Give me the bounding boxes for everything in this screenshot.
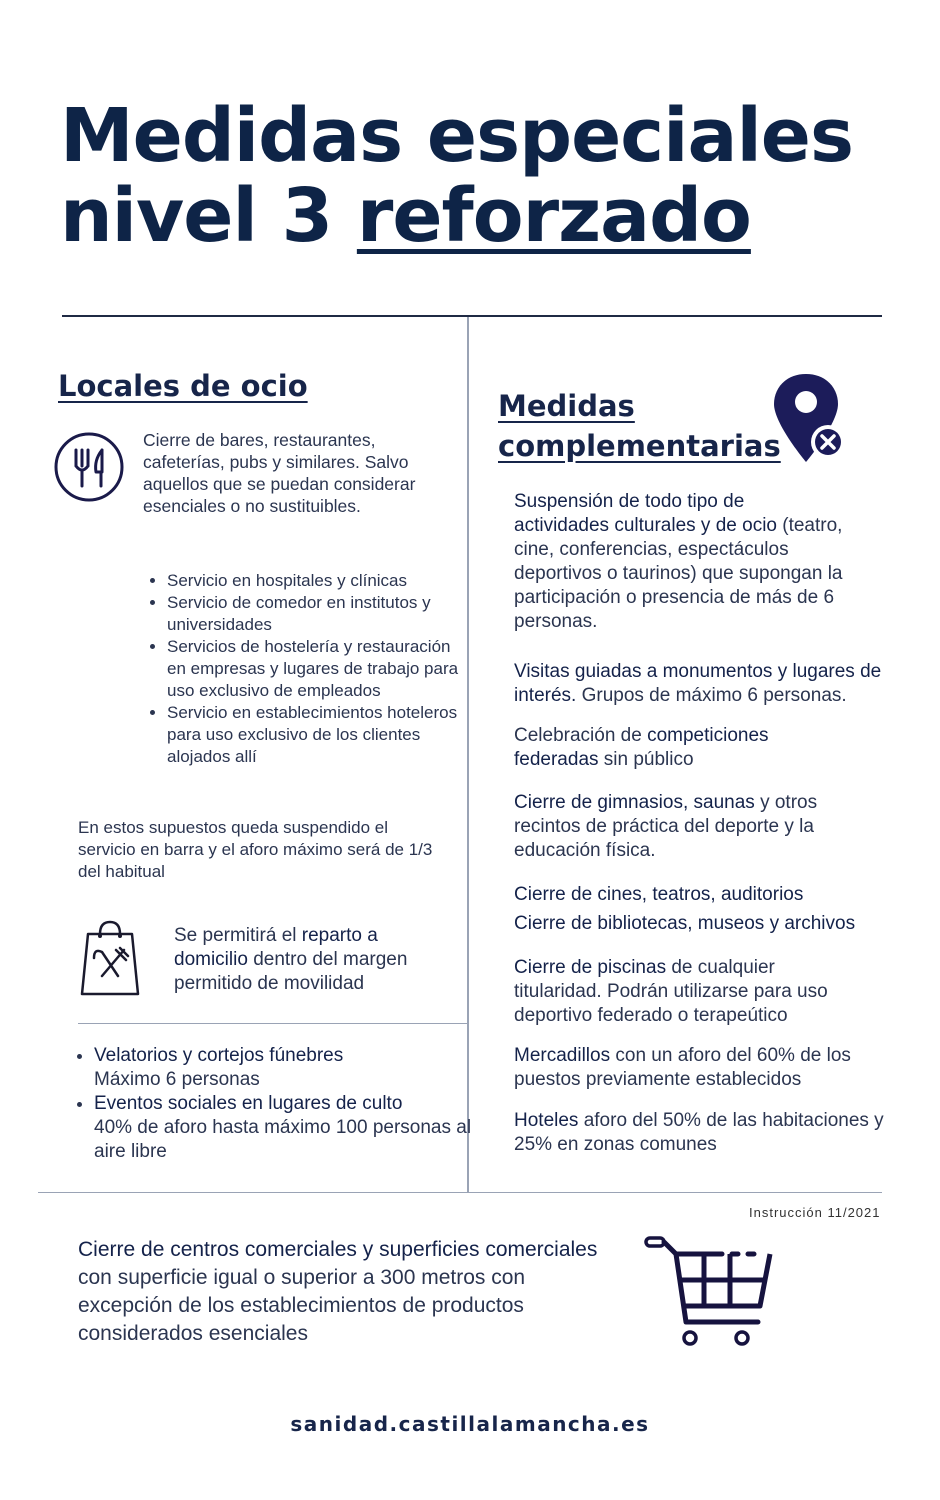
shopping-cart-icon — [642, 1232, 782, 1348]
instruction-ref: Instrucción 11/2021 — [749, 1205, 881, 1220]
measure-culture — [514, 490, 844, 634]
events-list — [72, 1044, 474, 1164]
bottom-divider — [38, 1192, 882, 1193]
exceptions-list — [143, 570, 467, 768]
barra-note: En estos supuestos queda suspendido el servicio en barra y el aforo máximo será de 1/3 del habitual — [78, 818, 433, 881]
footer-url[interactable]: sanidad.castillalamancha.es — [290, 1412, 650, 1436]
delivery-highlight: reparto a domicilio — [174, 925, 378, 970]
list-item — [94, 1092, 474, 1164]
measure-highlight: Cierre de gimnasios, saunas — [514, 792, 755, 813]
list-item: • Servicio en establecimientos hoteleros para uso exclusivo de los clientes alojados allí — [167, 702, 467, 768]
measure-rest: sin público — [598, 749, 694, 770]
measure-rest: con un aforo del 60% de los puestos previamente establecidos — [514, 1045, 851, 1090]
delivery-bag-icon — [78, 920, 142, 998]
measure-highlight: Cierre de piscinas — [514, 957, 667, 978]
heading-line-1: Medidas — [498, 389, 635, 423]
title-line-2 — [60, 173, 920, 259]
page-title — [60, 93, 920, 259]
measure-pools — [514, 956, 854, 1028]
measure-highlight: competiciones federadas — [514, 725, 769, 770]
measure-pre: Celebración de — [514, 725, 648, 746]
comercial-rest: con superficie igual o superior a 300 metros con excepción de los establecimientos de productos considerados esenciales — [78, 1266, 526, 1345]
delivery-suffix: dentro del margen permitido de movilidad — [174, 949, 408, 994]
measure-cinemas — [514, 883, 894, 907]
measure-highlight: Cierre de cines, teatros, auditorios — [514, 884, 804, 905]
list-item: • Servicio en hospitales y clínicas — [167, 570, 467, 592]
measure-highlight: Visitas guiadas a monumentos y lugares de interés. — [514, 661, 882, 706]
measure-gyms — [514, 791, 854, 863]
event-title: Velatorios y cortejos fúnebres — [94, 1045, 344, 1066]
measure-hotels — [514, 1109, 894, 1157]
measure-libraries — [514, 912, 904, 936]
left-section-divider — [78, 1023, 467, 1024]
measure-competitions — [514, 724, 814, 772]
heading-line-2: complementarias — [498, 429, 781, 463]
measure-highlight: Suspensión de todo tipo de actividades culturales y de ocio — [514, 491, 777, 536]
measure-rest: Grupos de máximo 6 personas. — [576, 685, 847, 706]
cutlery-icon — [52, 430, 126, 504]
measure-rest: y otros recintos de práctica del deporte y la educación física. — [514, 792, 818, 861]
measure-highlight: Mercadillos — [514, 1045, 611, 1066]
list-item: • Servicio de comedor en institutos y universidades — [167, 592, 467, 636]
delivery-prefix: Se permitirá el — [174, 925, 302, 946]
comercial-text — [78, 1236, 598, 1348]
title-prefix: nivel 3 — [60, 173, 357, 259]
measure-rest: de cualquier titularidad. Podrán utilizarse para uso deportivo federado o terapeútico — [514, 957, 828, 1026]
measure-markets — [514, 1044, 874, 1092]
comercial-highlight: Cierre de centros comerciales y superficies comerciales — [78, 1238, 598, 1261]
event-detail: Máximo 6 personas — [94, 1069, 260, 1090]
complementarias-heading — [498, 386, 781, 466]
event-title: Eventos sociales en lugares de culto — [94, 1093, 403, 1114]
delivery-text — [174, 924, 454, 996]
location-pin-cancel-icon — [772, 372, 848, 466]
measure-rest: (teatro, cine, conferencias, espectáculos deportivos o taurinos) que supongan la participación o presencia de más de 6 personas. — [514, 515, 843, 632]
title-underlined: reforzado — [356, 173, 751, 259]
measure-highlight: Hoteles — [514, 1110, 579, 1131]
measure-highlight: Cierre de bibliotecas, museos y archivos — [514, 913, 856, 934]
locales-heading: Locales de ocio — [58, 369, 308, 403]
measure-visits — [514, 660, 904, 708]
top-divider — [62, 315, 882, 317]
title-line-1: Medidas especiales — [60, 93, 854, 179]
list-item — [94, 1044, 474, 1092]
locales-intro: Cierre de bares, restaurantes, cafeterías, pubs y similares. Salvo aquellos que se puedan considerar esenciales o no sustituibles. — [143, 430, 416, 516]
measure-rest: aforo del 50% de las habitaciones y 25% en zonas comunes — [514, 1110, 884, 1155]
event-detail: 40% de aforo hasta máximo 100 personas al aire libre — [94, 1117, 472, 1162]
list-item: • Servicios de hostelería y restauración en empresas y lugares de trabajo para uso exclusivo de empleados — [167, 636, 467, 702]
